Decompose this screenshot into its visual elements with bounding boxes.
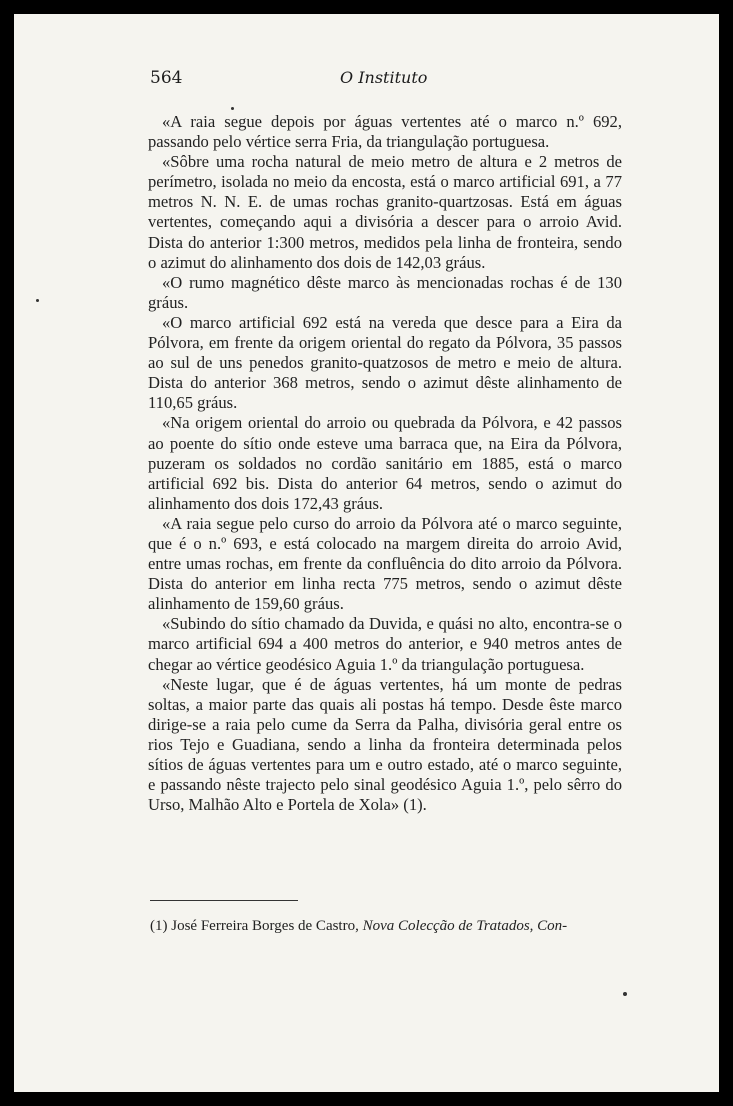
footnote xyxy=(150,918,630,935)
ink-speck xyxy=(623,992,627,996)
paragraph: «Na origem oriental do arroio ou quebrada da Pólvora, e 42 passos ao poente do sítio onde esteve uma barraca que, na Eira da Pólvora, puzeram os soldados no cordão sanitário em 1885, está o marco artificial 692 bis. Dista do anterior 64 metros, sendo o azimut do alinhamento dos dois 172,43 gráus. xyxy=(148,413,622,513)
ink-speck xyxy=(36,299,39,302)
running-title: O Instituto xyxy=(340,68,428,87)
paragraph: «Neste lugar, que é de águas vertentes, há um monte de pedras soltas, a maior parte das quais ali postas há tempo. Desde êste marco dirige-se a raia pelo cume da Serra da Palha, divisória geral entre os rios Tejo e Guadiana, sendo a linha da fronteira determinada pelos sítios de águas vertentes para um e outro estado, até o marco seguinte, e passando nêste trajecto pelo sinal geodésico Aguia 1.º, pelo sêrro do Urso, Malhão Alto e Portela de Xola» (1). xyxy=(148,674,622,815)
paragraph: «A raia segue depois por águas vertentes até o marco n.º 692, passando pelo vértice serra Fria, da triangulação portuguesa. xyxy=(148,112,622,152)
ink-speck xyxy=(231,107,234,110)
paragraph: «O marco artificial 692 está na vereda que desce para a Eira da Pólvora, em frente da origem oriental do regato da Pólvora, 35 passos ao sul de uns penedos granito-quatzosos de metro e meio de altura. Dista do anterior 368 metros, sendo o azimut dêste alinhamento de 110,65 gráus. xyxy=(148,312,622,413)
footnote-author: José Ferreira Borges de Castro, xyxy=(171,918,359,934)
footnote-marker: (1) xyxy=(150,918,168,934)
paragraph: «Sôbre uma rocha natural de meio metro de altura e 2 metros de perímetro, isolada no meio da encosta, está o marco artificial 691, a 77 metros N. N. E. de umas rochas granito-quartzosas. Está em águas vertentes, começando aqui a divisória a descer para o arroio Avid. Dista do anterior 1:300 metros, medidos pela linha de fronteira, sendo o azimut do alinhamento dos dois de 142,03 gráus. xyxy=(148,152,622,272)
page-header xyxy=(150,68,440,96)
main-text xyxy=(148,112,622,815)
paragraph: «Subindo do sítio chamado da Duvida, e quási no alto, encontra-se o marco artificial 694 a 400 metros do anterior, e 940 metros antes de chegar ao vértice geodésico Aguia 1.º da triangulação portuguesa. xyxy=(148,614,622,674)
paragraph: «O rumo magnético dêste marco às mencionadas rochas é de 130 gráus. xyxy=(148,272,622,312)
page-number: 564 xyxy=(150,68,183,88)
footnote-title: Nova Colecção de Tratados, Con- xyxy=(362,918,568,934)
footnote-rule xyxy=(150,900,298,901)
paragraph: «A raia segue pelo curso do arroio da Pólvora até o marco seguinte, que é o n.º 693, e está colocado na margem direita do arroio Avid, entre umas rochas, em frente da confluência do dito arroio da Pólvora. Dista do anterior em linha recta 775 metros, sendo o azimut dêste alinhamento de 159,60 gráus. xyxy=(148,513,622,614)
